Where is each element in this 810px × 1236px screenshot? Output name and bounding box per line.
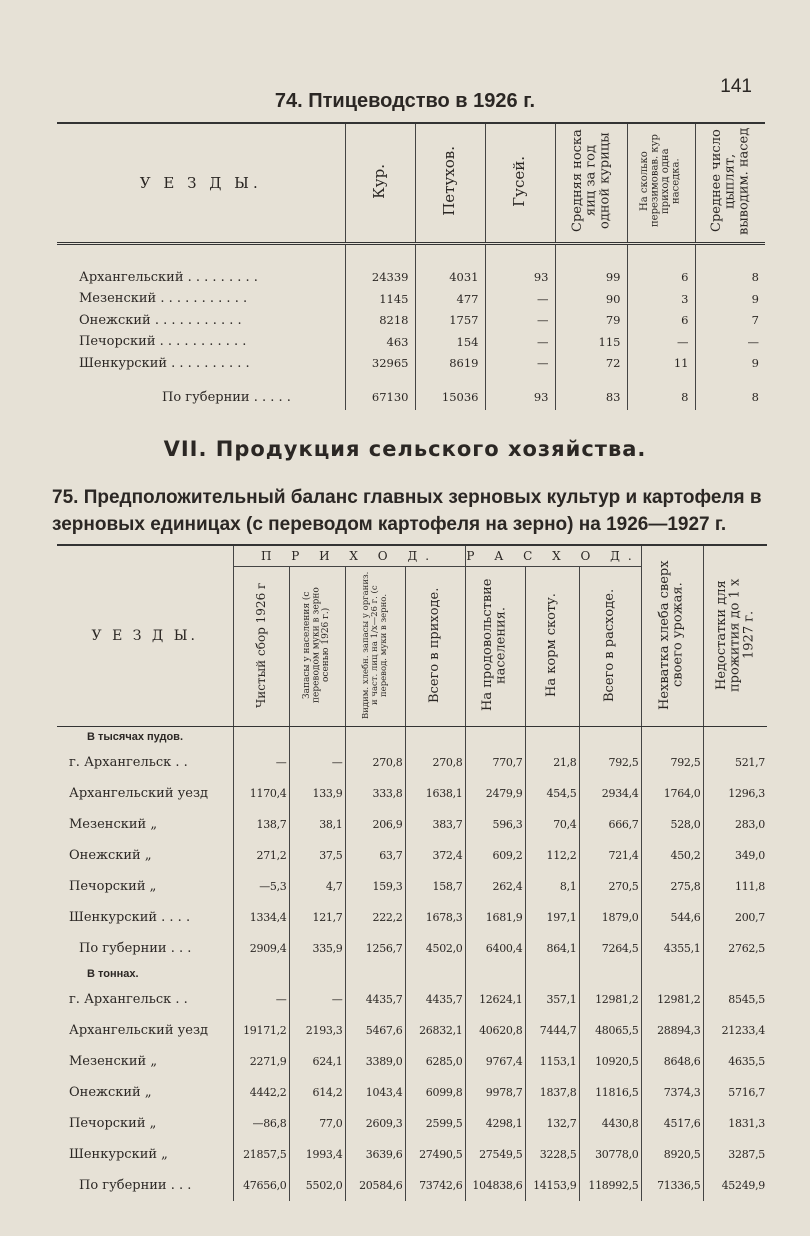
- table-cell: 270,8: [345, 747, 405, 778]
- table-cell: 40620,8: [465, 1015, 525, 1046]
- district-name: Онежский „: [69, 848, 152, 863]
- table-cell: 333,8: [345, 778, 405, 809]
- block-label-row: [57, 964, 767, 984]
- page-number: 141: [720, 76, 752, 97]
- district-name: г. Архангельск . .: [69, 992, 188, 1007]
- table-cell: 3639,6: [345, 1139, 405, 1170]
- table-cell: 4298,1: [465, 1108, 525, 1139]
- table-cell: 2271,9: [233, 1046, 289, 1077]
- table-cell: 1043,4: [345, 1077, 405, 1108]
- table-cell: 450,2: [641, 840, 703, 871]
- table74-title: 74. Птицеводство в 1926 г.: [274, 90, 536, 112]
- header-district: У Е З Д Ы.: [57, 123, 345, 244]
- table-cell: 8920,5: [641, 1139, 703, 1170]
- table-cell: 63,7: [345, 840, 405, 871]
- table-cell: 721,4: [579, 840, 641, 871]
- table-cell: 4435,7: [345, 984, 405, 1015]
- table-cell: 73742,6: [405, 1170, 465, 1201]
- header-district: У Е З Д Ы.: [57, 545, 233, 727]
- district-name: По губернии . . .: [79, 1178, 192, 1193]
- district-name: Печорский „: [69, 1116, 157, 1131]
- table-cell: 38,1: [289, 809, 345, 840]
- table-cell: 864,1: [525, 933, 579, 964]
- table-row: [57, 902, 767, 933]
- table-cell: 112,2: [525, 840, 579, 871]
- table-cell: 262,4: [465, 871, 525, 902]
- table-row: [57, 1139, 767, 1170]
- table-cell: 12624,1: [465, 984, 525, 1015]
- table-row: [57, 984, 767, 1015]
- unit-label: В тоннах.: [87, 968, 139, 980]
- table-cell: 21233,4: [703, 1015, 767, 1046]
- table-cell: 20584,6: [345, 1170, 405, 1201]
- district-name: Мезенский „: [69, 1054, 158, 1069]
- table-cell: 111,8: [703, 871, 767, 902]
- table-cell: 4442,2: [233, 1077, 289, 1108]
- table-cell: 5502,0: [289, 1170, 345, 1201]
- table-cell: 6400,4: [465, 933, 525, 964]
- table-cell: 624,1: [289, 1046, 345, 1077]
- district-name: По губернии . . .: [79, 941, 192, 956]
- table-cell: 19171,2: [233, 1015, 289, 1046]
- table-cell: 1837,8: [525, 1077, 579, 1108]
- header-geese: Гусей.: [485, 123, 555, 244]
- unit-label: В тысячах пудов.: [87, 731, 184, 743]
- table-cell: 14153,9: [525, 1170, 579, 1201]
- table-cell: 71336,5: [641, 1170, 703, 1201]
- table-cell: 104838,6: [465, 1170, 525, 1201]
- header-visible-stocks: Видим. хлебн. запасы у организ. и част. лиц на 1/х—26 г. (с перевод. муки в зерно.: [345, 567, 405, 727]
- block-label-row: [57, 727, 767, 748]
- table-cell: —5,3: [233, 871, 289, 902]
- table-cell: 4502,0: [405, 933, 465, 964]
- table-cell: 275,8: [641, 871, 703, 902]
- table-cell: 2762,5: [703, 933, 767, 964]
- table-cell: 3389,0: [345, 1046, 405, 1077]
- table-cell: 454,5: [525, 778, 579, 809]
- table-cell: 6099,8: [405, 1077, 465, 1108]
- table-cell: 45249,9: [703, 1170, 767, 1201]
- table-cell: 10920,5: [579, 1046, 641, 1077]
- table-cell: 6285,0: [405, 1046, 465, 1077]
- table-cell: 335,9: [289, 933, 345, 964]
- table-cell: 138,7: [233, 809, 289, 840]
- header-expense: Р А С Х О Д.: [465, 545, 641, 567]
- table-cell: 11816,5: [579, 1077, 641, 1108]
- table-cell: 349,0: [703, 840, 767, 871]
- header-total-income: Всего в приходе.: [405, 567, 465, 727]
- table-cell: 9767,4: [465, 1046, 525, 1077]
- district-name: Архангельский уезд: [69, 786, 209, 801]
- poultry-table: [57, 122, 765, 410]
- table-row: [57, 809, 767, 840]
- table-cell: 27549,5: [465, 1139, 525, 1170]
- header-deficit: Недостатки для прожития до 1 х 1927 г.: [703, 545, 767, 727]
- table-cell: 7264,5: [579, 933, 641, 964]
- table-row: Шенкурский . . . . . . . . . . 32965 8619 — 72 11 9: [57, 353, 765, 375]
- header-stocks-population: Запасы у населения (с переводом муки в зерно осенью 1926 г.): [289, 567, 345, 727]
- header-hens: Кур.: [345, 123, 415, 244]
- table-cell: 158,7: [405, 871, 465, 902]
- table-cell: 9978,7: [465, 1077, 525, 1108]
- table-cell: 159,3: [345, 871, 405, 902]
- table-row: [57, 840, 767, 871]
- table-cell: 70,4: [525, 809, 579, 840]
- table-cell: 596,3: [465, 809, 525, 840]
- table-row: Архангельский . . . . . . . . . 24339 4031 93 99 6 8: [57, 267, 765, 289]
- table-cell: 2599,5: [405, 1108, 465, 1139]
- table-cell: 28894,3: [641, 1015, 703, 1046]
- table-cell: 12981,2: [579, 984, 641, 1015]
- grain-balance-table: [57, 544, 767, 1201]
- table-cell: 1678,3: [405, 902, 465, 933]
- table-cell: 528,0: [641, 809, 703, 840]
- table-row: [57, 871, 767, 902]
- header-net-harvest: Чистый сбор 1926 г: [233, 567, 289, 727]
- table-cell: 271,2: [233, 840, 289, 871]
- table-cell: 222,2: [345, 902, 405, 933]
- table-cell: 609,2: [465, 840, 525, 871]
- table-cell: 792,5: [641, 747, 703, 778]
- table-cell: 132,7: [525, 1108, 579, 1139]
- total-row: По губернии . . . . . 67130 15036 93 83 8 8: [57, 374, 765, 410]
- table-cell: 270,8: [405, 747, 465, 778]
- header-food: На продовольствие населения.: [465, 567, 525, 727]
- district-name: Печорский „: [69, 879, 157, 894]
- table-cell: 5716,7: [703, 1077, 767, 1108]
- table-cell: 521,7: [703, 747, 767, 778]
- table75-title: 75. Предположительный баланс главных зерновых культур и картофеля в зерновых единицах (с переводом картофеля на зерно) на 1926—1927 г.: [52, 487, 762, 535]
- table-cell: 357,1: [525, 984, 579, 1015]
- table-cell: 4435,7: [405, 984, 465, 1015]
- table-row: [57, 778, 767, 809]
- table-cell: 21,8: [525, 747, 579, 778]
- table-cell: 206,9: [345, 809, 405, 840]
- table-cell: 1638,1: [405, 778, 465, 809]
- table-cell: 1334,4: [233, 902, 289, 933]
- table-cell: 1170,4: [233, 778, 289, 809]
- table-cell: 270,5: [579, 871, 641, 902]
- table-cell: 21857,5: [233, 1139, 289, 1170]
- table-cell: 197,1: [525, 902, 579, 933]
- table-cell: 2609,3: [345, 1108, 405, 1139]
- table-cell: 1831,3: [703, 1108, 767, 1139]
- table-cell: 770,7: [465, 747, 525, 778]
- header-avg-eggs: Средняя носка яиц за год одной курицы: [555, 123, 627, 244]
- table-cell: 1993,4: [289, 1139, 345, 1170]
- table-cell: 133,9: [289, 778, 345, 809]
- header-income: П Р И Х О Д.: [233, 545, 465, 567]
- district-name: Онежский „: [69, 1085, 152, 1100]
- table-cell: 118992,5: [579, 1170, 641, 1201]
- table-cell: 8648,6: [641, 1046, 703, 1077]
- table-cell: 77,0: [289, 1108, 345, 1139]
- table-cell: 1296,3: [703, 778, 767, 809]
- table-cell: 1153,1: [525, 1046, 579, 1077]
- table-cell: 37,5: [289, 840, 345, 871]
- section-title: VII. Продукция сельского хозяйства.: [163, 437, 647, 461]
- table-cell: 121,7: [289, 902, 345, 933]
- table-cell: 8,1: [525, 871, 579, 902]
- header-shortage: Нехватка хлеба сверх своего урожая.: [641, 545, 703, 727]
- table-cell: 1681,9: [465, 902, 525, 933]
- table-cell: 4635,5: [703, 1046, 767, 1077]
- header-hatch: На сколько перезимовав. кур приход одна наседка.: [627, 123, 695, 244]
- table-cell: 2479,9: [465, 778, 525, 809]
- table-cell: —: [233, 984, 289, 1015]
- table-row: Мезенский . . . . . . . . . . . 1145 477 — 90 3 9: [57, 288, 765, 310]
- table-cell: 7374,3: [641, 1077, 703, 1108]
- district-name: г. Архангельск . .: [69, 755, 188, 770]
- table-row: [57, 1046, 767, 1077]
- table-cell: 792,5: [579, 747, 641, 778]
- table-cell: 614,2: [289, 1077, 345, 1108]
- table-cell: 4430,8: [579, 1108, 641, 1139]
- table-cell: 383,7: [405, 809, 465, 840]
- table-cell: 30778,0: [579, 1139, 641, 1170]
- header-chicks: Среднее число цыплят, выводим. насед: [695, 123, 765, 244]
- table-cell: 666,7: [579, 809, 641, 840]
- table-cell: 2934,4: [579, 778, 641, 809]
- table-cell: 1256,7: [345, 933, 405, 964]
- table-row: [57, 1015, 767, 1046]
- table-cell: 3287,5: [703, 1139, 767, 1170]
- table-row: [57, 1108, 767, 1139]
- header-roosters: Петухов.: [415, 123, 485, 244]
- table-cell: 12981,2: [641, 984, 703, 1015]
- table-cell: 4355,1: [641, 933, 703, 964]
- table-cell: 544,6: [641, 902, 703, 933]
- table-cell: 1879,0: [579, 902, 641, 933]
- table-cell: —86,8: [233, 1108, 289, 1139]
- table-row: [57, 933, 767, 964]
- table-row: [57, 1077, 767, 1108]
- table-cell: 8545,5: [703, 984, 767, 1015]
- table-cell: 4517,6: [641, 1108, 703, 1139]
- table-cell: 26832,1: [405, 1015, 465, 1046]
- table-cell: —: [289, 747, 345, 778]
- table-cell: —: [233, 747, 289, 778]
- district-name: Шенкурский . . . .: [69, 910, 191, 925]
- table-cell: 372,4: [405, 840, 465, 871]
- table-row: [57, 747, 767, 778]
- table-cell: 1764,0: [641, 778, 703, 809]
- table-cell: 200,7: [703, 902, 767, 933]
- table-cell: 2909,4: [233, 933, 289, 964]
- table-cell: 47656,0: [233, 1170, 289, 1201]
- district-name: Архангельский уезд: [69, 1023, 209, 1038]
- district-name: Шенкурский „: [69, 1147, 168, 1162]
- table-cell: 4,7: [289, 871, 345, 902]
- table-row: Онежский . . . . . . . . . . . 8218 1757 — 79 6 7: [57, 310, 765, 332]
- table-cell: 5467,6: [345, 1015, 405, 1046]
- table-cell: —: [289, 984, 345, 1015]
- table-cell: 283,0: [703, 809, 767, 840]
- table-cell: 2193,3: [289, 1015, 345, 1046]
- table-cell: 3228,5: [525, 1139, 579, 1170]
- district-name: Мезенский „: [69, 817, 158, 832]
- table-cell: 7444,7: [525, 1015, 579, 1046]
- table-cell: 48065,5: [579, 1015, 641, 1046]
- header-feed: На корм скоту.: [525, 567, 579, 727]
- header-total-expense: Всего в расходе.: [579, 567, 641, 727]
- table-cell: 27490,5: [405, 1139, 465, 1170]
- table-row: [57, 1170, 767, 1201]
- table-row: Печорский . . . . . . . . . . . 463 154 — 115 — —: [57, 331, 765, 353]
